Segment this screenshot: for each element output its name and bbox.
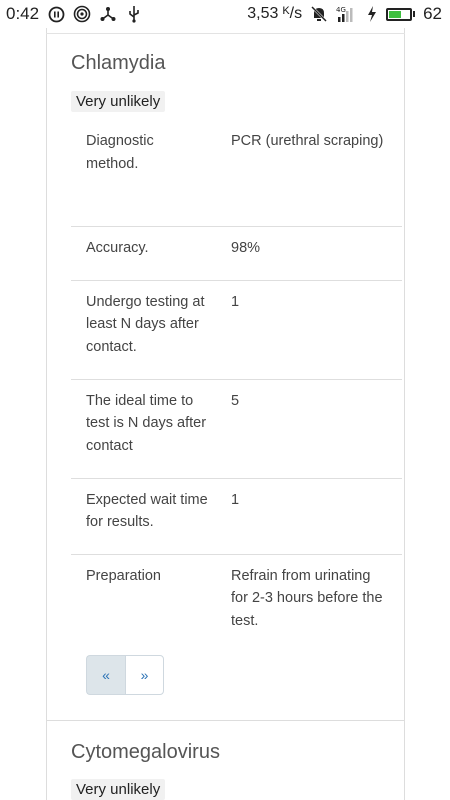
network-speed: 3,53 ᴷ/s: [247, 5, 303, 22]
card-divider: [46, 720, 405, 721]
disease-info-table: [71, 120, 402, 674]
hotspot-icon: [73, 5, 91, 23]
row-value: Refrain from urinating for 2-3 hours before the test.: [231, 567, 383, 629]
table-row: [71, 226, 402, 280]
previous-page-button[interactable]: «: [86, 655, 125, 695]
mute-bell-icon: [310, 5, 328, 23]
row-value: PCR (urethral scraping): [231, 133, 384, 149]
row-value: 5: [231, 392, 240, 409]
table-row: [71, 280, 402, 379]
pagination: [86, 655, 164, 695]
svg-text:4G: 4G: [336, 6, 346, 14]
table-row: [71, 379, 402, 478]
row-label: Undergo testing at least N days after contact.: [86, 293, 205, 355]
status-time: 0:42: [6, 4, 40, 23]
next-likelihood-badge: Very unlikely: [71, 779, 165, 800]
row-value: 98%: [231, 239, 261, 256]
pause-circle-icon: [47, 5, 65, 23]
signal-icon: [336, 5, 358, 23]
card-border-left: [46, 28, 47, 800]
row-label: Preparation: [86, 567, 161, 584]
charging-bolt-icon: [366, 5, 378, 23]
next-page-button[interactable]: »: [125, 655, 164, 695]
row-value: 1: [231, 491, 240, 508]
row-label: Diagnostic method.: [86, 133, 154, 172]
usb-icon: [125, 5, 143, 23]
row-label: Expected wait time for results.: [86, 491, 208, 530]
row-label: The ideal time to test is N days after contact: [86, 392, 207, 454]
next-disease-title: Cytomegalovirus: [71, 741, 220, 763]
disease-title: Chlamydia: [71, 52, 166, 74]
row-value: 1: [231, 293, 240, 310]
status-bar: [0, 0, 450, 28]
share-icon: [99, 5, 117, 23]
row-label: Accuracy.: [86, 239, 149, 256]
card-border-top: [46, 33, 405, 34]
battery-icon: [386, 8, 415, 21]
table-row: [71, 120, 402, 226]
table-row: [71, 478, 402, 554]
card-border-right: [404, 28, 405, 800]
likelihood-badge: Very unlikely: [71, 91, 165, 112]
battery-percent: 62: [423, 4, 442, 23]
